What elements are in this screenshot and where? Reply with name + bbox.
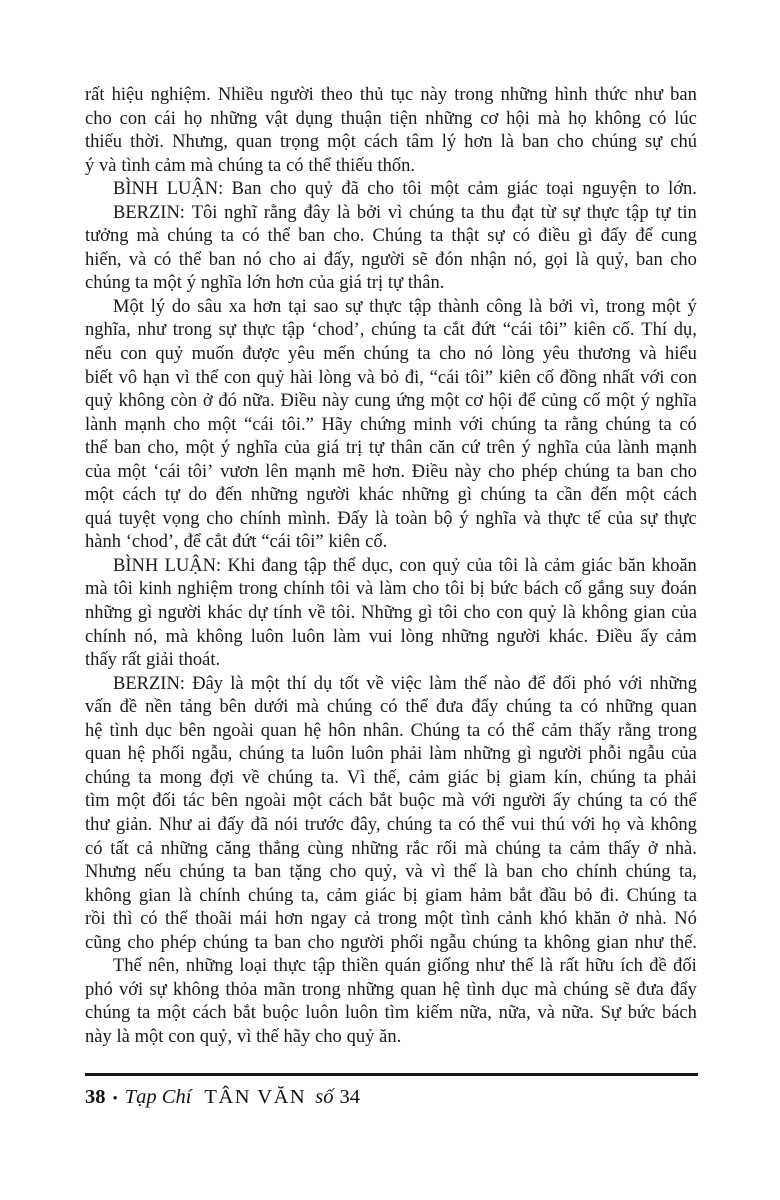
text-line: nếu con quỷ muốn được yêu mến chúng ta cho nó lòng yêu thương và hiểu	[85, 344, 697, 365]
text-line: phó với sự không thỏa mãn trong những quan hệ tình dục mà chúng sẽ đưa đẩy	[85, 979, 697, 1000]
text-line: thư giản. Như ai đấy đã nói trước đây, chúng ta có thể vui thú với họ và không	[85, 814, 697, 835]
text-line: có tất cả những căng thẳng cùng những rắc rối mà chúng ta cảm thấy ở nhà.	[85, 838, 697, 859]
page-footer	[85, 1086, 698, 1109]
paragraph	[85, 203, 697, 297]
text-line: BERZIN: Đây là một thí dụ tốt về việc làm thế nào để đối phó với những	[113, 673, 697, 694]
text-line: BÌNH LUẬN: Khi đang tập thể dục, con quỷ của tôi là cảm giác băn khoăn	[113, 555, 697, 576]
text-line: thấy rất giải thoát.	[85, 650, 221, 671]
paragraph	[85, 956, 697, 1050]
journal-name: TÂN VĂN	[204, 1086, 307, 1108]
text-line: không gian là chính chúng ta, cảm giác bị giam hảm bắt đầu bỏ đi. Chúng ta	[85, 885, 697, 906]
text-line: tưởng mà chúng ta có thể ban cho. Chúng ta thật sự có điều gì đấy để cung	[85, 226, 697, 247]
text-line: rất hiệu nghiệm. Nhiều người theo thủ tục này trong những hình thức như ban	[85, 85, 697, 105]
text-line: biết vô hạn vì thế con quỷ hài lòng và bỏ đi, “cái tôi” kiên cố đồng nhất với con	[85, 367, 697, 388]
text-line: quỷ không còn ở đó nữa. Điều này cung ứng một cơ hội để củng cố một ý nghĩa	[85, 391, 697, 412]
text-line: một cách tự do đến những người khác những gì chúng ta cần đến một cách	[85, 485, 697, 506]
text-line: ý và tình cảm mà chúng ta có thể thiếu thốn.	[85, 155, 416, 176]
text-line: Thế nên, những loại thực tập thiền quán giống như thế là rất hữu ích đề đối	[113, 956, 697, 977]
text-line: lành mạnh cho một “cái tôi.” Hãy chứng minh với chúng ta rằng chúng ta có	[85, 414, 697, 435]
text-line: cũng cho phép chúng ta ban cho người phối ngẫu chúng ta không gian như thế.	[85, 932, 697, 953]
text-line: quan hệ phối ngẫu, chúng ta luôn luôn phải làm những gì người phỗi ngẫu của	[85, 744, 697, 765]
text-line: hiến, và có thể ban nó cho ai đấy, người sẽ đón nhận nó, gọi là quỷ, ban cho	[85, 249, 697, 270]
text-line: Nhưng nếu chúng ta ban tặng cho quỷ, và vì thế là ban cho chính chúng ta,	[85, 862, 697, 883]
footer-rule	[85, 1073, 698, 1076]
paragraph	[85, 556, 697, 674]
text-line: chính nó, mà không luôn luôn làm vui lòng những người khác. Điều ấy cảm	[85, 626, 697, 647]
text-line: thể ban cho, một ý nghĩa của giá trị tự thân căn cứ trên ý nghĩa của lành mạnh	[85, 438, 697, 459]
text-line: nghĩa, như trong sự thực tập ‘chod’, chúng ta cắt đứt “cái tôi” kiên cố. Thí dụ,	[85, 320, 697, 341]
text-line: thiếu thời. Nhưng, quan trọng một cách tâm lý hơn là ban cho chúng sự chú	[85, 132, 697, 153]
paragraph	[85, 674, 697, 957]
paragraph	[85, 85, 697, 179]
text-line: quá tuyệt vọng cho chính mình. Đấy là toàn bộ ý nghĩa và thực tế của sự thực	[85, 508, 697, 529]
bullet-separator: •	[112, 1091, 118, 1107]
page-number: 38	[85, 1086, 106, 1108]
text-line: này là một con quỷ, vì thế hãy cho quỷ ăn.	[85, 1026, 402, 1047]
text-line: hành ‘chod’, để cắt đứt “cái tôi” kiên cố.	[85, 532, 388, 553]
paragraph	[85, 297, 697, 556]
article-text	[85, 85, 697, 1050]
text-line: của một ‘cái tôi’ vươn lên mạnh mẽ hơn. Điều này cho phép chúng ta ban cho	[85, 461, 697, 482]
text-line: chúng ta một ý nghĩa lớn hơn của giá trị tự thân.	[85, 273, 445, 294]
text-line: tìm một đối tác bên ngoài một cách bắt buộc mà với người ấy chúng ta có thể	[85, 791, 697, 812]
paragraph	[85, 179, 697, 203]
text-line: hệ tình dục bên ngoài quan hệ hôn nhân. Chúng ta có thể cảm thấy rằng trong	[85, 720, 697, 741]
issue-number: 34	[339, 1086, 360, 1108]
text-line: mà tôi kinh nghiệm trong chính tôi và làm cho tôi bị bức bách cố gắng suy đoán	[85, 579, 697, 600]
issue-label: số	[315, 1086, 334, 1108]
text-line: chúng ta một cách bắt buộc luôn luôn tìm kiếm nữa, nữa, và nữa. Sự bức bách	[85, 1003, 697, 1024]
text-line: Một lý do sâu xa hơn tại sao sự thực tập thành công là bởi vì, trong một ý	[113, 296, 697, 317]
text-line: cho con cái họ những vật dụng thuận tiện những cơ hội mà họ không có lúc	[85, 108, 697, 129]
text-line: chúng ta mong đợi về chúng ta. Vì thế, cảm giác bị giam kín, chúng ta phải	[85, 767, 697, 788]
text-line: vấn đề nền tảng bên dưới mà chúng có thể đưa đẩy chúng ta có những quan	[85, 697, 697, 718]
text-line: những gì người khác dự tính về tôi. Những gì tôi cho con quỷ là không gian của	[85, 603, 697, 624]
text-line: rồi thì có thể thoãi mái hơn ngay cả trong một tình cảnh khó khăn ở nhà. Nó	[85, 909, 697, 930]
text-line: BÌNH LUẬN: Ban cho quỷ đã cho tôi một cảm giác toại nguyện to lớn.	[113, 179, 697, 200]
text-line: BERZIN: Tôi nghĩ rằng đây là bởi vì chúng ta thu đạt từ sự thực tập tự tin	[113, 202, 697, 223]
journal-label: Tạp Chí	[124, 1086, 192, 1108]
